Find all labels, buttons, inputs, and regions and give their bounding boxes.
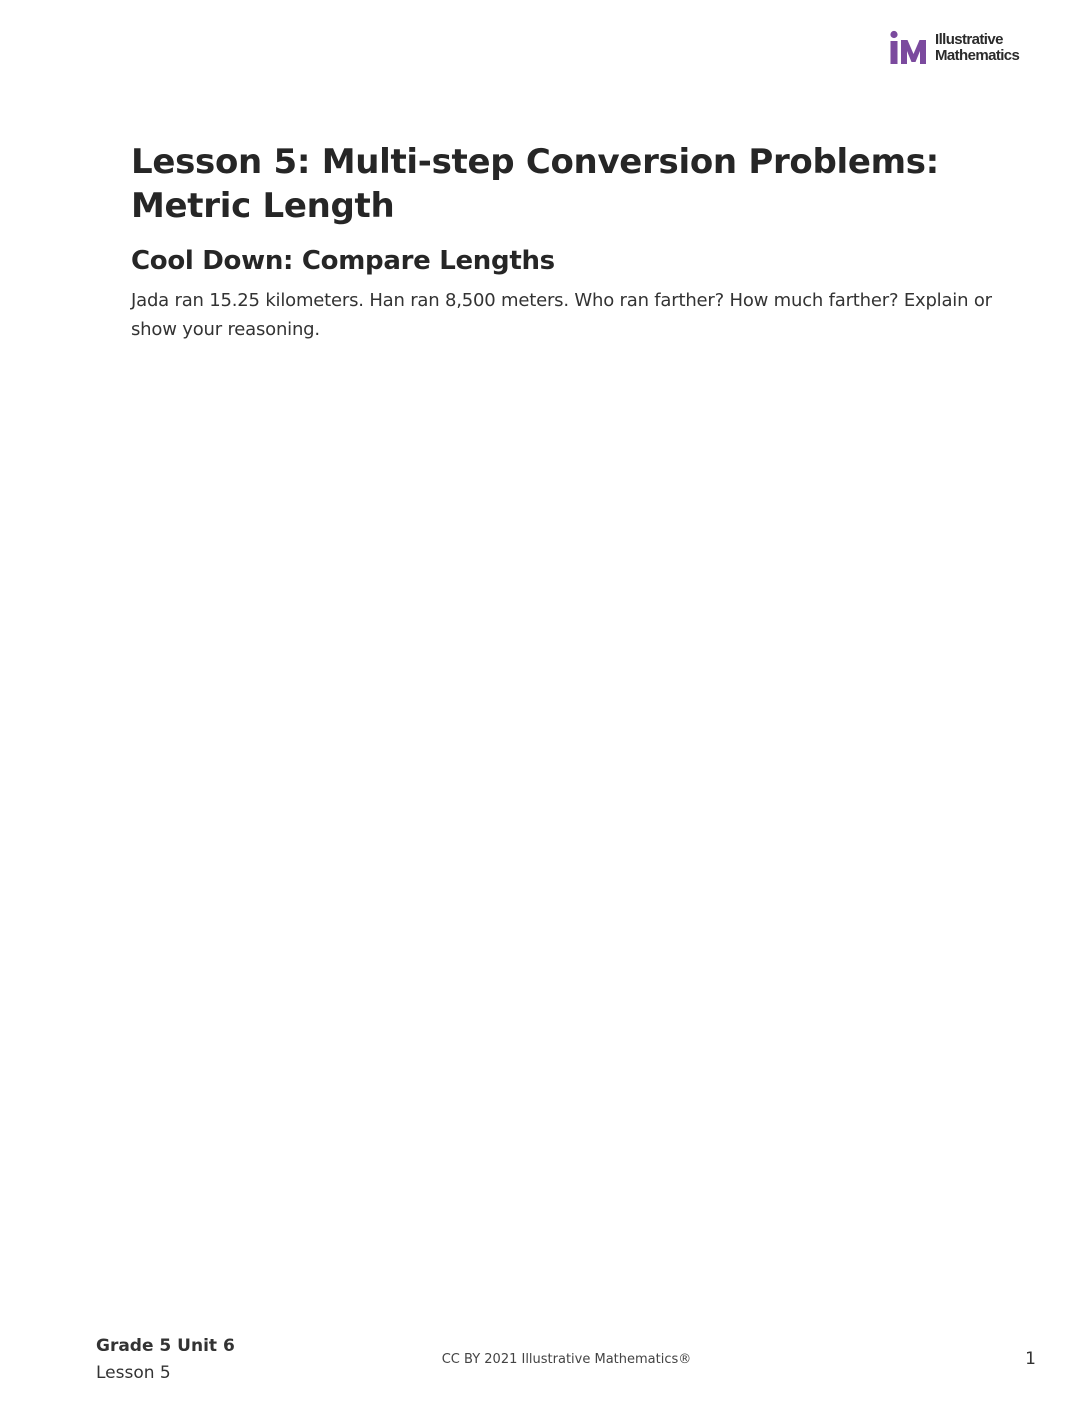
- logo-line-2: Mathematics: [935, 47, 1020, 64]
- im-logo-icon: [889, 30, 929, 66]
- footer-copyright: CC BY 2021 Illustrative Mathematics®: [441, 1352, 692, 1367]
- page-number: 1: [1025, 1349, 1036, 1369]
- section-title: Cool Down: Compare Lengths: [131, 246, 555, 276]
- lesson-content: [131, 140, 1001, 344]
- footer-lesson: Lesson 5: [96, 1363, 171, 1383]
- problem-text: Jada ran 15.25 kilometers. Han ran 8,500 meters. Who ran farther? How much farther? Explain or show your reasoning.: [131, 290, 992, 340]
- logo-line-1: Illustrative: [935, 31, 1003, 48]
- footer-grade-unit: Grade 5 Unit 6: [96, 1336, 235, 1356]
- logo-text: [935, 32, 1019, 64]
- illustrative-mathematics-logo: [889, 30, 1019, 66]
- lesson-title: Lesson 5: Multi-step Conversion Problems: Metric Length: [131, 142, 939, 226]
